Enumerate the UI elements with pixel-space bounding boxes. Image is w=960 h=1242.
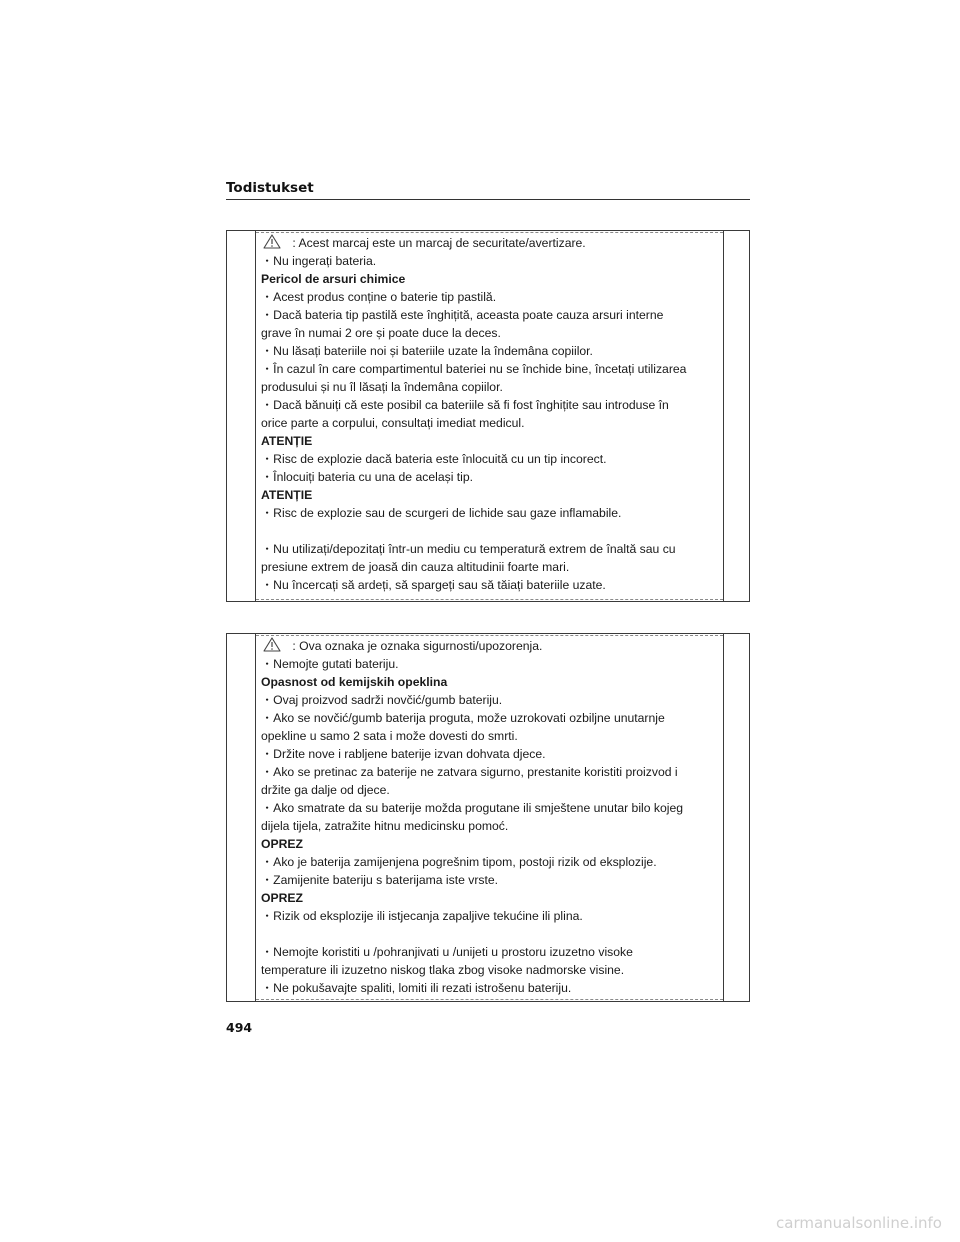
warning-text-line	[261, 691, 721, 709]
warning-text-line	[261, 306, 721, 324]
warning-heading	[261, 835, 721, 853]
warning-text-line	[261, 853, 721, 871]
line-text: ・Dacă bateria tip pastilă este înghițită, aceasta poate cauza arsuri interne	[261, 308, 664, 322]
warning-text-line	[261, 450, 721, 468]
line-text: ・Înlocuiți bateria cu una de același tip.	[261, 470, 474, 484]
warning-heading	[261, 889, 721, 907]
line-text: ・Nu lăsați bateriile noi și bateriile uzate la îndemâna copiilor.	[261, 344, 593, 358]
warning-text-line	[261, 324, 721, 342]
line-text: OPREZ	[261, 837, 303, 851]
warning-text-line	[261, 576, 721, 594]
line-text: ・Ako je baterija zamijenjena pogrešnim tipom, postoji rizik od eksplozije.	[261, 855, 657, 869]
spacer	[261, 925, 721, 943]
line-text: ・Ovaj proizvod sadrži novčić/gumb bateriju.	[261, 693, 503, 707]
line-text: dijela tijela, zatražite hitnu medicinsku pomoć.	[261, 819, 509, 833]
warning-text-line	[261, 342, 721, 360]
warning-text-line	[261, 781, 721, 799]
warning-text-line	[261, 504, 721, 522]
warning-text-line	[261, 378, 721, 396]
spacer	[261, 522, 721, 540]
watermark: carmanualsonline.info	[776, 1214, 942, 1232]
line-text: ・Rizik od eksplozije ili istjecanja zapaljive tekućine ili plina.	[261, 909, 583, 923]
line-text: Pericol de arsuri chimice	[261, 272, 406, 286]
line-text: ・Nemojte koristiti u /pohranjivati u /unijeti u prostoru izuzetno visoke	[261, 945, 633, 959]
line-text: ・Ako se novčić/gumb baterija proguta, može uzrokovati ozbiljne unutarnje	[261, 711, 665, 725]
warning-text-line	[261, 360, 721, 378]
line-text: Opasnost od kemijskih opeklina	[261, 675, 448, 689]
warning-text-line	[261, 637, 721, 655]
section-title: Todistukset	[226, 180, 314, 196]
line-text: ・Risc de explozie sau de scurgeri de lichide sau gaze inflamabile.	[261, 506, 622, 520]
line-text: ・În cazul în care compartimentul bateriei nu se închide bine, încetați utilizarea	[261, 362, 687, 376]
warning-box-inner	[255, 634, 724, 1001]
warning-text-line	[261, 655, 721, 673]
warning-heading	[261, 432, 721, 450]
warning-text-line	[261, 907, 721, 925]
warning-text-line	[261, 871, 721, 889]
line-text: presiune extrem de joasă din cauza altitudinii foarte mari.	[261, 560, 570, 574]
warning-content	[261, 234, 721, 594]
line-text: ・Dacă bănuiți că este posibil ca bateriile să fi fost înghițite sau introduse în	[261, 398, 669, 412]
line-text: ・Nu utilizați/depozitați într-un mediu cu temperatură extrem de înaltă sau cu	[261, 542, 676, 556]
warning-text-line	[261, 709, 721, 727]
warning-text-line	[261, 540, 721, 558]
line-text: : Acest marcaj este un marcaj de securitate/avertizare.	[289, 236, 586, 250]
warning-triangle-icon	[263, 234, 281, 249]
warning-text-line	[261, 234, 721, 252]
line-text: opekline u samo 2 sata i može dovesti do smrti.	[261, 729, 518, 743]
line-text: ・Ako smatrate da su baterije možda progutane ili smještene unutar bilo kojeg	[261, 801, 684, 815]
warning-text-line	[261, 745, 721, 763]
warning-box-romanian	[226, 230, 750, 602]
warning-text-line	[261, 799, 721, 817]
line-text: ・Risc de explozie dacă bateria este înlocuită cu un tip incorect.	[261, 452, 607, 466]
line-text: temperature ili izuzetno niskog tlaka zbog visoke nadmorske visine.	[261, 963, 625, 977]
line-text: ・Držite nove i rabljene baterije izvan dohvata djece.	[261, 747, 546, 761]
line-text: grave în numai 2 ore și poate duce la deces.	[261, 326, 501, 340]
line-text: ・Acest produs conține o baterie tip pastilă.	[261, 290, 497, 304]
warning-text-line	[261, 961, 721, 979]
warning-box-croatian	[226, 633, 750, 1002]
line-text: ・Ako se pretinac za baterije ne zatvara sigurno, prestanite koristiti proizvod i	[261, 765, 678, 779]
warning-text-line	[261, 468, 721, 486]
line-text: držite ga dalje od djece.	[261, 783, 390, 797]
warning-text-line	[261, 727, 721, 745]
line-text: ATENȚIE	[261, 434, 313, 448]
warning-heading	[261, 486, 721, 504]
warning-text-line	[261, 817, 721, 835]
warning-text-line	[261, 396, 721, 414]
line-text: ・Nu ingerați bateria.	[261, 254, 377, 268]
line-text: ・Ne pokušavajte spaliti, lomiti ili rezati istrošenu bateriju.	[261, 981, 572, 995]
page-number: 494	[226, 1020, 253, 1035]
warning-text-line	[261, 558, 721, 576]
line-text: produsului și nu îl lăsați la îndemâna copiilor.	[261, 380, 503, 394]
line-text: ATENȚIE	[261, 488, 313, 502]
warning-text-line	[261, 252, 721, 270]
warning-heading	[261, 673, 721, 691]
line-text: ・Nu încercați să ardeți, să spargeți sau să tăiați bateriile uzate.	[261, 578, 606, 592]
warning-text-line	[261, 979, 721, 997]
line-text: OPREZ	[261, 891, 303, 905]
warning-text-line	[261, 414, 721, 432]
line-text: orice parte a corpului, consultați imediat medicul.	[261, 416, 525, 430]
warning-heading	[261, 270, 721, 288]
line-text: ・Zamijenite bateriju s baterijama iste vrste.	[261, 873, 499, 887]
warning-text-line	[261, 943, 721, 961]
warning-text-line	[261, 288, 721, 306]
warning-text-line	[261, 763, 721, 781]
line-text: ・Nemojte gutati bateriju.	[261, 657, 399, 671]
warning-content	[261, 637, 721, 997]
title-divider	[226, 199, 750, 200]
warning-box-inner	[255, 231, 724, 601]
warning-triangle-icon	[263, 637, 281, 652]
line-text: : Ova oznaka je oznaka sigurnosti/upozorenja.	[289, 639, 543, 653]
